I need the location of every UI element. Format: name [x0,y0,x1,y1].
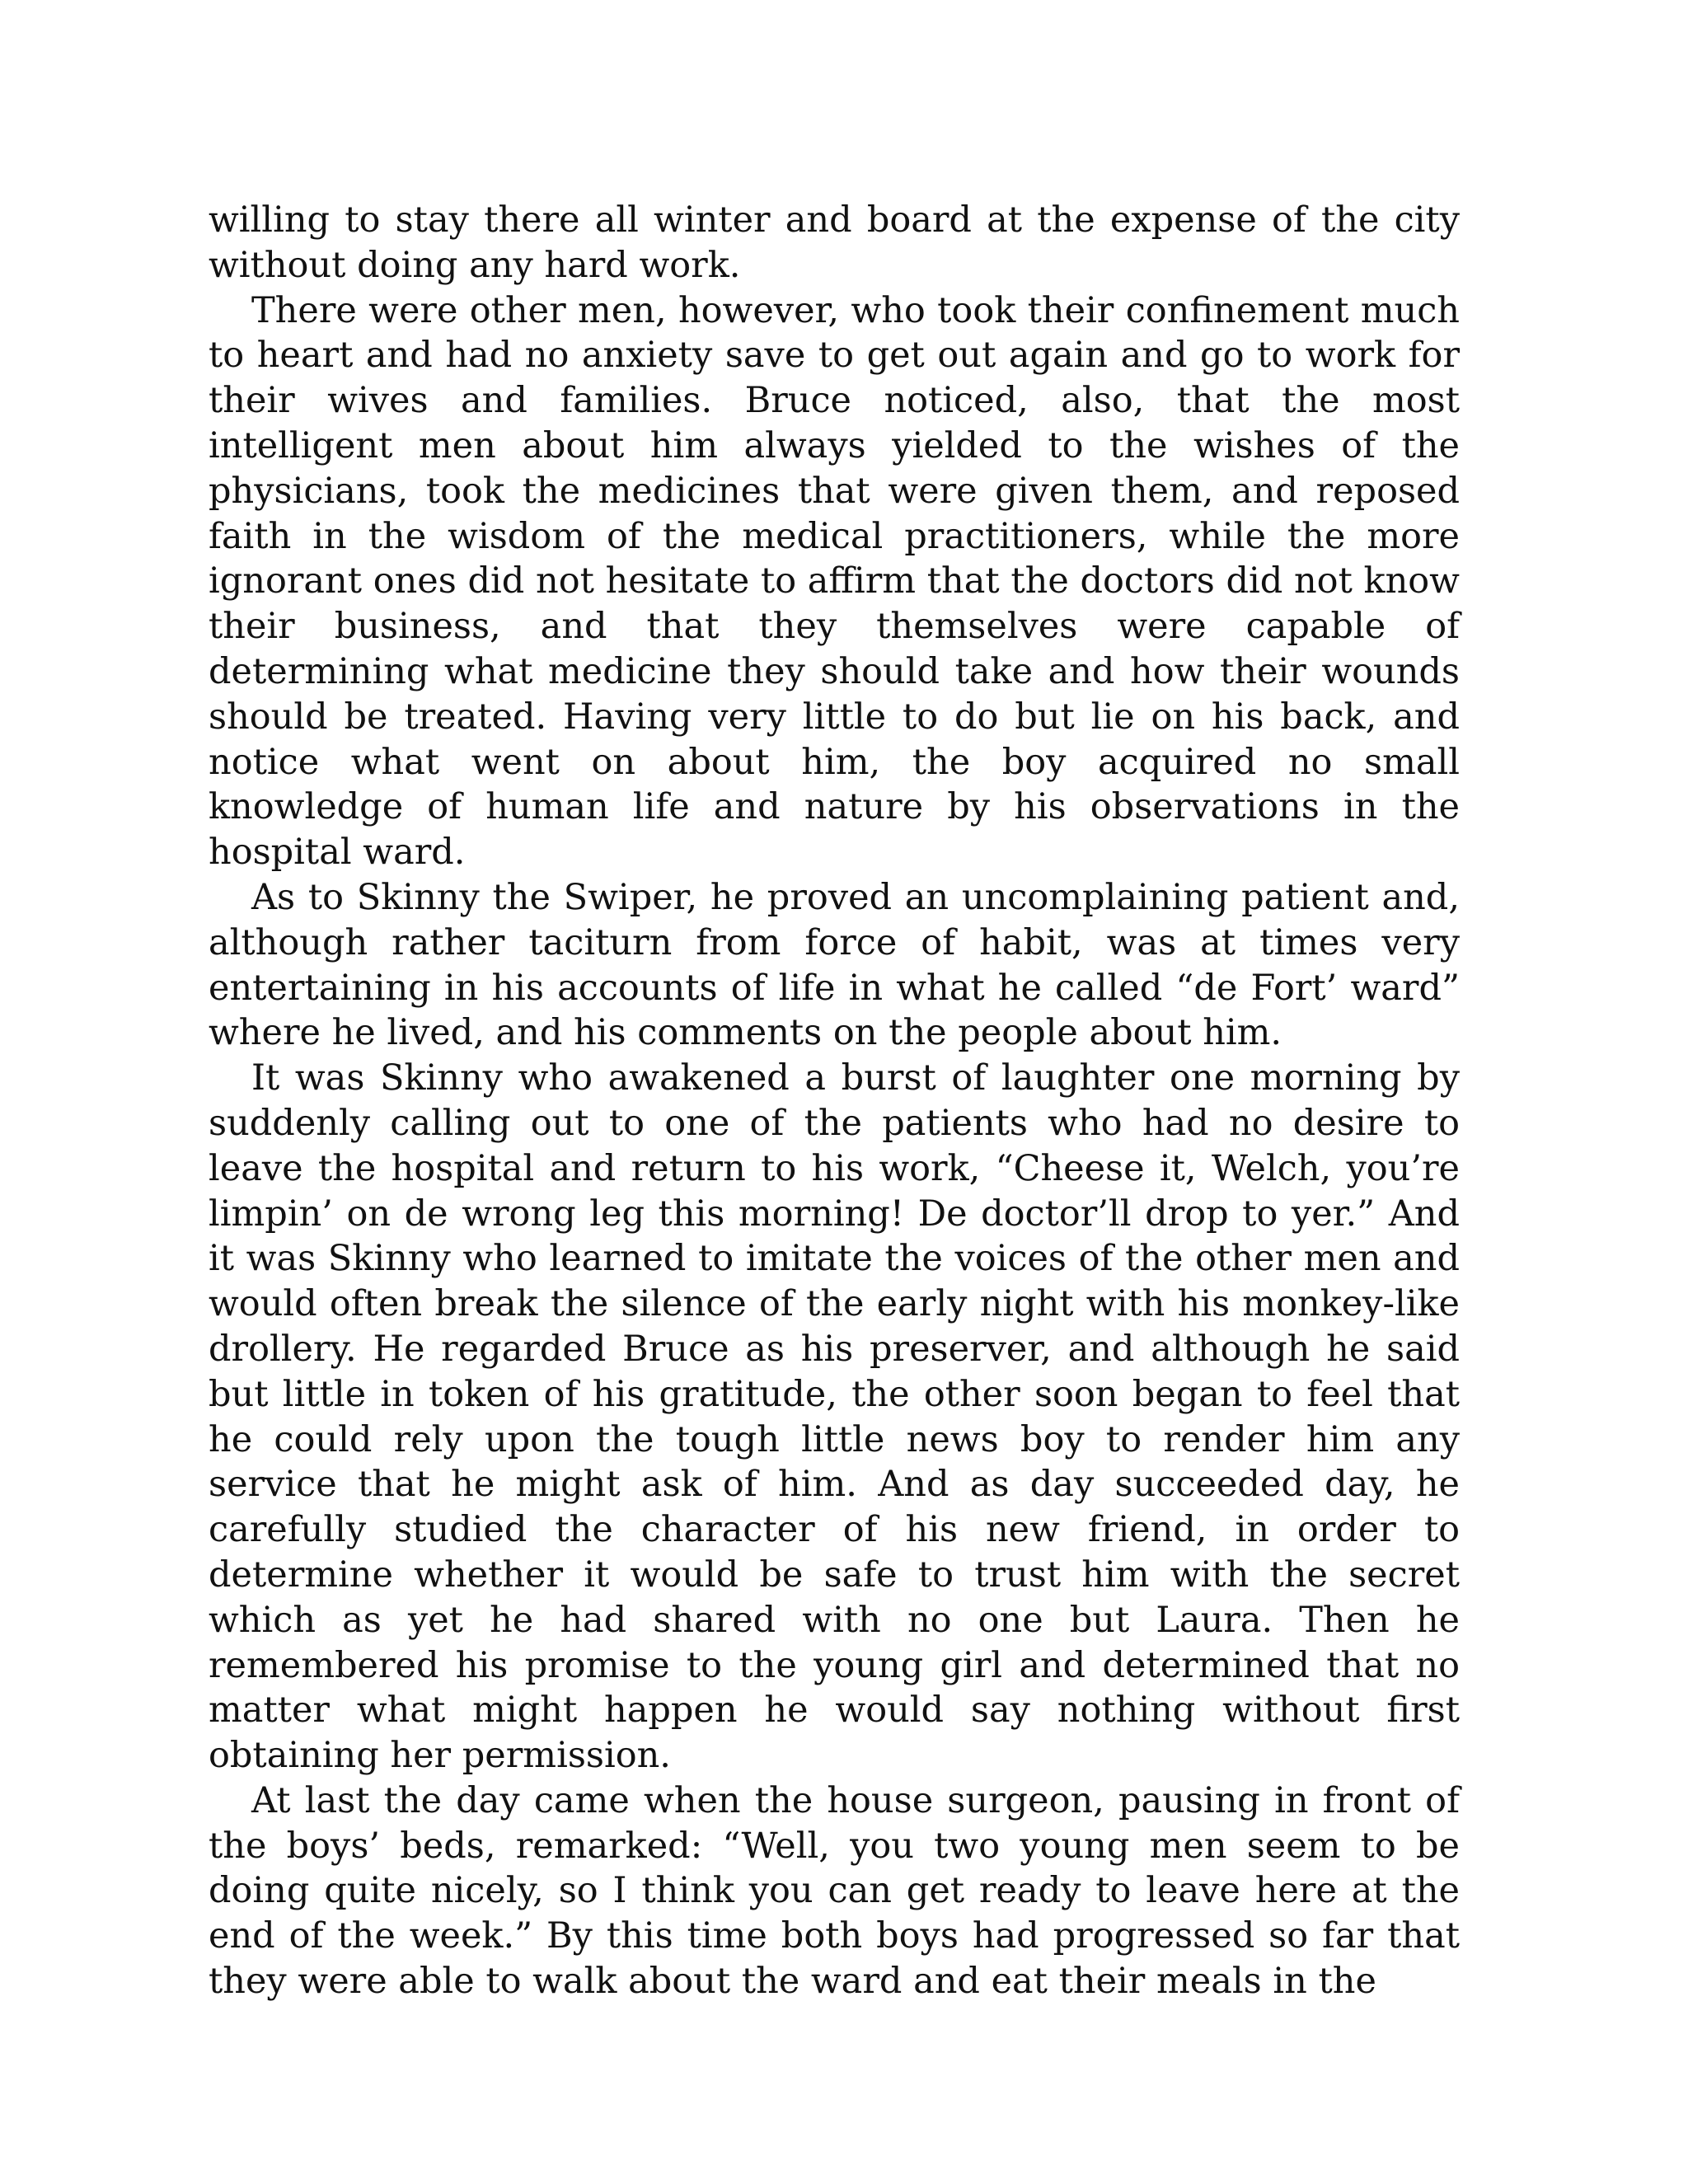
book-page-text [209,198,1460,2004]
paragraph-house-surgeon: At last the day came when the house surgeon, pausing in front of the boys’ beds, remarked: “Well, you two young men seem to be doing quite nicely, so I think you can get ready to leave here at the end of the week.” By this time both boys had progressed so far that they were able to walk about the ward and eat their meals in the [209,1779,1460,2003]
paragraph-skinny-patient: As to Skinny the Swiper, he proved an uncomplaining patient and, although rather taciturn from force of habit, was at times very entertaining in his accounts of life in what he called “de Fort’ ward” where he lived, and his comments on the people about him. [209,876,1460,1054]
paragraph-skinny-laughter: It was Skinny who awakened a burst of laughter one morning by suddenly calling out to one of the patients who had no desire to leave the hospital and return to his work, “Cheese it, Welch, you’re limpin’ on de wrong leg this morning! De doctor’ll drop to yer.” And it was Skinny who learned to imitate the voices of the other men and would often break the silence of the early night with his monkey-like drollery. He regarded Bruce as his preserver, and although he said but little in token of his gratitude, the other soon began to feel that he could rely upon the tough little news boy to render him any service that he might ask of him. And as day succeeded day, he carefully studied the character of his new friend, in order to determine whether it would be safe to trust him with the secret which as yet he had shared with no one but Laura. Then he remembered his promise to the young girl and determined that no matter what might happen he would say nothing without first obtaining her permission. [209,1057,1460,1777]
paragraph-hospital-men: There were other men, however, who took their confinement much to heart and had no anxiety save to get out again and go to work for their wives and families. Bruce noticed, also, that the most intelligent men about him always yielded to the wishes of the physicians, took the medicines that were given them, and reposed faith in the wisdom of the medical practitioners, while the more ignorant ones did not hesitate to affirm that the doctors did not know their business, and that they themselves were capable of determining what medicine they should take and how their wounds should be treated. Having very little to do but lie on his back, and notice what went on about him, the boy acquired no small knowledge of human life and nature by his observations in the hospital ward. [209,289,1460,874]
paragraph-continued: willing to stay there all winter and board at the expense of the city without doing any hard work. [209,199,1460,286]
